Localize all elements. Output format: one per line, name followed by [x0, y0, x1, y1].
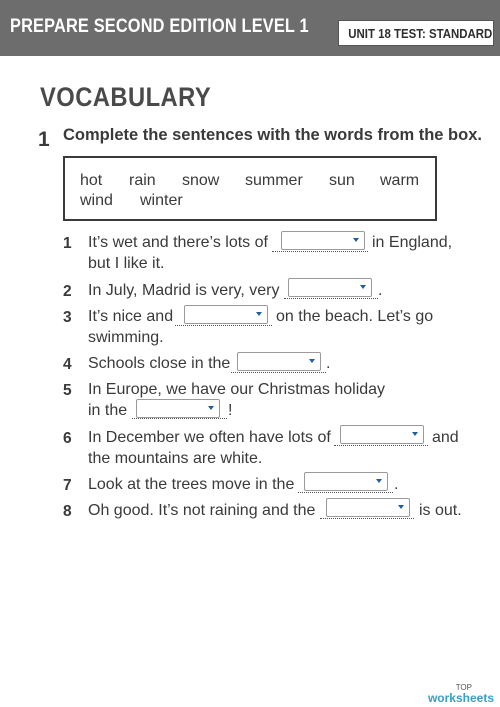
answer-dropdown-5[interactable]: [136, 399, 220, 418]
section-title: VOCABULARY: [40, 82, 212, 112]
chevron-down-icon: [256, 312, 262, 316]
question-number: 4: [63, 356, 72, 373]
answer-dropdown-2[interactable]: [288, 278, 372, 297]
chevron-down-icon: [208, 406, 214, 410]
answer-line: [175, 325, 272, 326]
word-item: rain: [129, 172, 156, 189]
chevron-down-icon: [412, 432, 418, 436]
question-text: in the: [88, 402, 128, 419]
question-number: 5: [63, 382, 72, 399]
question-text: !: [228, 402, 233, 419]
logo-name-text: worksheets: [427, 691, 494, 705]
question-number: 2: [63, 283, 72, 300]
exercise-instruction: Complete the sentences with the words from the box.: [63, 126, 482, 144]
question-text: .: [378, 282, 383, 299]
answer-dropdown-6[interactable]: [340, 425, 424, 444]
question-number: 7: [63, 477, 72, 494]
unit-label: UNIT 18 TEST: STANDARD: [348, 26, 493, 41]
question-text: It’s wet and there’s lots of: [88, 234, 268, 251]
exercise-number: 1: [38, 128, 50, 151]
word-item: snow: [182, 172, 220, 189]
answer-line: [284, 298, 378, 299]
unit-badge: [338, 20, 494, 46]
answer-dropdown-7[interactable]: [304, 472, 388, 491]
question-text: Schools close in the: [88, 355, 231, 372]
question-number: 8: [63, 503, 72, 520]
answer-line: [272, 251, 368, 252]
question-text: and: [432, 429, 459, 446]
topworksheets-logo: [428, 684, 494, 704]
book-title: PREPARE SECOND EDITION LEVEL 1: [10, 16, 309, 37]
question-text: .: [326, 355, 331, 372]
question-number: 6: [63, 430, 72, 447]
word-item: winter: [140, 192, 183, 209]
chevron-down-icon: [360, 285, 366, 289]
word-item: sun: [329, 172, 355, 189]
answer-line: [298, 492, 393, 493]
chevron-down-icon: [376, 479, 382, 483]
word-item: summer: [245, 172, 303, 189]
word-box: [63, 156, 437, 221]
answer-line: [334, 445, 428, 446]
word-item: wind: [80, 192, 113, 209]
word-item: hot: [80, 172, 103, 189]
answer-dropdown-8[interactable]: [326, 498, 410, 517]
question-text: in England,: [372, 234, 453, 251]
answer-line: [320, 518, 414, 519]
header-bar: [0, 0, 500, 56]
question-text: on the beach. Let’s go: [276, 308, 434, 325]
answer-line: [132, 418, 227, 419]
chevron-down-icon: [353, 238, 359, 242]
question-text: but I like it.: [88, 255, 165, 272]
question-text: In Europe, we have our Christmas holiday: [88, 381, 386, 398]
answer-dropdown-3[interactable]: [184, 305, 268, 324]
chevron-down-icon: [309, 359, 315, 363]
answer-dropdown-1[interactable]: [281, 231, 365, 250]
question-text: .: [394, 476, 399, 493]
question-number: 1: [63, 235, 72, 252]
question-text: swimming.: [88, 329, 164, 346]
question-text: In December we often have lots of: [88, 429, 331, 446]
answer-line: [231, 372, 326, 373]
logo-top-text: TOP: [455, 683, 472, 692]
word-item: warm: [380, 172, 420, 189]
question-text: Oh good. It’s not raining and the: [88, 502, 316, 519]
question-number: 3: [63, 309, 72, 326]
question-text: It’s nice and: [88, 308, 174, 325]
chevron-down-icon: [398, 505, 404, 509]
question-text: the mountains are white.: [88, 450, 263, 467]
question-text: Look at the trees move in the: [88, 476, 295, 493]
question-text: is out.: [419, 502, 462, 519]
question-text: In July, Madrid is very, very: [88, 282, 280, 299]
answer-dropdown-4[interactable]: [237, 352, 321, 371]
